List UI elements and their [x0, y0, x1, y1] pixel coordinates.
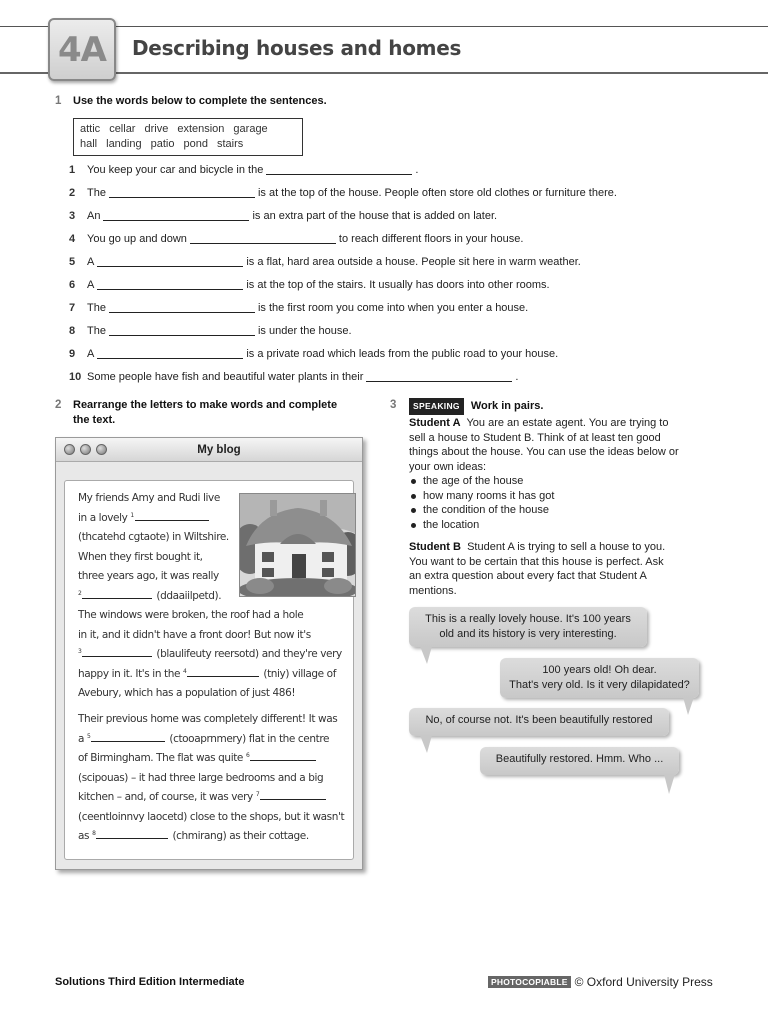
word: attic — [80, 123, 101, 135]
student-b-text — [409, 540, 709, 598]
speech-bubble-3-tail — [420, 735, 432, 753]
gap-number: 2 — [78, 589, 82, 597]
sentence-text-before: The — [87, 324, 106, 337]
answer-blank[interactable] — [96, 829, 168, 839]
sentence-1 — [69, 162, 418, 177]
gap-number: 1 — [130, 511, 134, 519]
answer-blank[interactable] — [109, 326, 255, 336]
sentence-2 — [69, 185, 617, 200]
blog-line: (ceentloinnvy laocetd) close to the shops, but it wasn't — [78, 810, 345, 823]
sentence-number: 5 — [69, 255, 76, 268]
answer-blank[interactable] — [97, 280, 243, 290]
blog-text: (blaulifeuty reersotd) and they're very — [156, 648, 342, 660]
student-a-text — [409, 416, 709, 474]
answer-blank[interactable] — [260, 790, 326, 800]
gap-number: 7 — [255, 791, 260, 798]
answer-blank[interactable] — [97, 257, 243, 267]
answer-blank[interactable] — [190, 234, 336, 244]
blog-title-bar — [56, 438, 362, 462]
footer-book-title: Solutions Third Edition Intermediate — [55, 976, 245, 988]
blog-text: as — [78, 830, 90, 842]
speech-bubble-1-tail — [420, 646, 432, 664]
answer-blank[interactable] — [135, 511, 209, 521]
exercise-1-instruction: Use the words below to complete the sentences. — [73, 95, 327, 107]
sentence-number: 9 — [69, 347, 76, 360]
speech-bubble-2-tail — [683, 697, 694, 715]
gap-number: 8 — [92, 830, 96, 837]
blog-text: (tniy) village of — [263, 667, 336, 680]
footer-publisher: © Oxford University Press — [574, 975, 713, 989]
blog-line: My friends Amy and Rudi live — [78, 492, 220, 504]
sentence-number: 4 — [69, 232, 76, 245]
blog-window — [55, 437, 363, 870]
sentence-text-after: is at the top of the house. People often store old clothes or furniture there. — [257, 186, 617, 199]
sentence-text-after: . — [415, 163, 419, 176]
blog-line — [78, 790, 327, 804]
bubble-text: This is a really lovely house. It's 100 years — [425, 613, 631, 625]
sentence-number: 10 — [69, 370, 82, 383]
idea-item: the condition of the house — [409, 503, 554, 518]
student-b-line: mentions. — [409, 584, 457, 597]
word: landing — [106, 138, 142, 150]
sentence-3 — [69, 208, 497, 223]
unit-badge — [48, 18, 116, 81]
answer-blank[interactable] — [266, 165, 412, 175]
blog-title: My blog — [197, 444, 241, 456]
word: hall — [80, 138, 98, 150]
answer-blank[interactable] — [82, 647, 152, 657]
sentence-text-before: Some people have fish and beautiful water plants in their — [87, 370, 364, 383]
photocopiable-badge: PHOTOCOPIABLE — [488, 976, 571, 988]
blog-line: (scipouas) – it had three large bedrooms and a big — [78, 771, 324, 784]
word: extension — [177, 123, 225, 135]
answer-blank[interactable] — [366, 372, 512, 382]
student-b-line — [409, 540, 709, 555]
footer-copyright — [488, 975, 713, 989]
sentence-text-after: is an extra part of the house that is added on later. — [252, 209, 498, 222]
answer-blank[interactable] — [82, 589, 152, 599]
idea-item: the age of the house — [409, 474, 554, 489]
blog-text: (ctooaprnmery) flat in the centre — [169, 732, 330, 745]
answer-blank[interactable] — [103, 211, 249, 221]
sentence-text-before: A — [87, 255, 95, 268]
unit-number: 4A — [58, 29, 106, 70]
student-a-line — [409, 416, 709, 431]
ideas-list — [409, 474, 554, 532]
gap-number: 3 — [78, 648, 82, 655]
blog-text: (chmirang) as their cottage. — [172, 830, 309, 842]
blog-line: (thcatehd cgtaote) in Wiltshire. — [78, 531, 229, 543]
student-a-text-line: You are an estate agent. You are trying to — [466, 417, 669, 429]
sentence-10 — [69, 369, 518, 384]
blog-line: in it, and it didn't have a front door! But now it's — [78, 628, 311, 641]
blog-line — [78, 751, 317, 765]
bubble-text: old and its history is very interesting. — [439, 628, 617, 640]
speech-bubble-2 — [500, 658, 699, 698]
speaking-badge: SPEAKING — [409, 398, 464, 415]
speech-bubble-4 — [480, 747, 679, 775]
sentence-7 — [69, 300, 528, 315]
blog-line — [78, 667, 336, 681]
word: stairs — [216, 138, 244, 150]
sentence-9 — [69, 346, 558, 361]
blog-text: of Birmingham. The flat was quite — [78, 752, 243, 764]
blog-text: kitchen – and, of course, it was very — [78, 791, 253, 803]
bubble-text: No, of course not. It's been beautifully restored — [425, 714, 653, 726]
student-b-label: Student B — [409, 541, 461, 553]
word: patio — [150, 138, 175, 150]
answer-blank[interactable] — [109, 303, 255, 313]
sentence-text-after: is the first room you come into when you enter a house. — [257, 301, 529, 314]
cottage-photo — [239, 493, 356, 597]
blog-line — [78, 647, 342, 661]
word-box-row-1 — [80, 122, 302, 137]
sentence-text-before: A — [87, 347, 95, 360]
answer-blank[interactable] — [97, 349, 243, 359]
idea-item: the location — [409, 518, 554, 533]
word-box-row-2 — [80, 137, 302, 152]
bubble-text: That's very old. Is it very dilapidated? — [509, 679, 690, 691]
student-b-line: an extra question about every fact that Student A — [409, 570, 647, 583]
gap-number: 6 — [245, 752, 250, 759]
sentence-number: 3 — [69, 209, 76, 222]
blog-text: happy in it. It's in the — [78, 667, 181, 680]
sentence-text-before: You keep your car and bicycle in the — [87, 163, 264, 176]
student-a-line: your own ideas: — [409, 460, 487, 473]
sentence-text-after: is a flat, hard area outside a house. People sit here in warm weather. — [246, 255, 581, 268]
word-box — [73, 118, 303, 156]
sentence-text-before: The — [87, 301, 106, 314]
sentence-5 — [69, 254, 581, 269]
sentence-8 — [69, 323, 352, 338]
sentence-4 — [69, 231, 523, 246]
answer-blank[interactable] — [109, 188, 255, 198]
sentence-6 — [69, 277, 550, 292]
blog-line: When they first bought it, — [78, 550, 203, 563]
gap-number: 5 — [87, 732, 91, 740]
blog-line: three years ago, it was really — [78, 570, 219, 582]
idea-item: how many rooms it has got — [409, 489, 554, 504]
speech-bubble-3 — [409, 708, 669, 736]
exercise-2-instruction-line-1: Rearrange the letters to make words and complete — [73, 399, 338, 411]
student-a-label: Student A — [409, 417, 461, 429]
sentence-text-before: The — [87, 186, 106, 199]
bubble-text: 100 years old! Oh dear. — [542, 664, 657, 676]
word: drive — [144, 123, 169, 135]
answer-blank[interactable] — [91, 732, 165, 742]
exercise-2-instruction-line-2: the text. — [73, 414, 116, 426]
sentence-text-after: is under the house. — [257, 324, 352, 337]
sentence-text-after: to reach different floors in your house. — [338, 232, 524, 245]
sentence-number: 7 — [69, 301, 76, 314]
blog-line — [78, 829, 309, 843]
speech-bubble-1 — [409, 607, 647, 647]
sentence-number: 6 — [69, 278, 76, 291]
student-b-text-line: Student A is trying to sell a house to you. — [467, 541, 666, 553]
blog-line: The windows were broken, the roof had a hole — [78, 609, 304, 621]
sentence-text-before: An — [87, 209, 101, 222]
word: pond — [183, 138, 208, 150]
sentence-number: 8 — [69, 324, 76, 337]
cottage-illustration — [240, 494, 356, 597]
student-b-line: You want to be certain that this house is perfect. Ask — [409, 555, 664, 568]
blog-text: (ddaaiilpetd). — [156, 589, 222, 602]
sentence-number: 2 — [69, 186, 76, 199]
sentence-text-before: You go up and down — [87, 232, 187, 245]
student-a-line: sell a house to Student B. Think of at least ten good — [409, 431, 661, 444]
bubble-text: Beautifully restored. Hmm. Who ... — [495, 753, 664, 765]
blog-line — [78, 589, 221, 603]
exercise-2-number: 2 — [55, 399, 62, 411]
blog-line: Avebury, which has a population of just 486! — [78, 687, 296, 699]
word: cellar — [109, 123, 136, 135]
exercise-3-header — [409, 398, 543, 415]
answer-blank[interactable] — [187, 667, 259, 677]
word: garage — [233, 123, 268, 135]
exercise-3-instruction: Work in pairs. — [470, 400, 544, 412]
gap-number: 4 — [183, 667, 187, 675]
blog-line — [78, 732, 329, 746]
blog-text: a — [78, 732, 85, 745]
blog-content — [64, 480, 354, 860]
blog-text: in a lovely — [78, 511, 128, 524]
sentence-text-after: is a private road which leads from the public road to your house. — [246, 347, 559, 360]
speech-bubble-4-tail — [664, 774, 675, 794]
sentence-text-before: A — [87, 278, 95, 291]
sentence-text-after: is at the top of the stairs. It usually has doors into other rooms. — [246, 278, 550, 291]
student-a-line: things about the house. You can use the ideas below or — [409, 446, 679, 459]
blog-line: Their previous home was completely different! It was — [78, 713, 338, 725]
exercise-3-number: 3 — [390, 399, 397, 411]
blog-line — [78, 511, 210, 525]
exercise-1-number: 1 — [55, 95, 62, 107]
answer-blank[interactable] — [250, 751, 316, 761]
exercise-2-instruction — [73, 398, 337, 428]
page-title: Describing houses and homes — [132, 36, 462, 60]
sentence-text-after: . — [515, 370, 519, 383]
sentence-number: 1 — [69, 163, 76, 176]
